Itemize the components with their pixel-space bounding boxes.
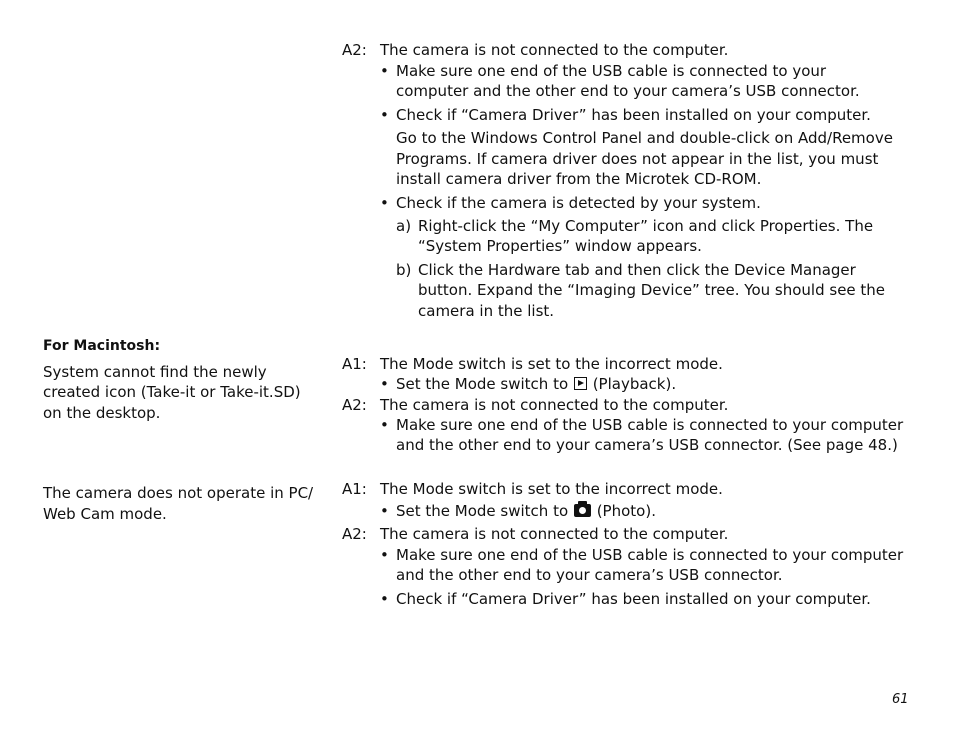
bullet-text-pre: Set the Mode switch to	[396, 502, 569, 520]
section-heading: For Macintosh:	[43, 338, 161, 354]
answer-text: The Mode switch is set to the incorrect mode.	[380, 480, 723, 498]
bullet-text: Check if the camera is detected by your system.	[396, 194, 761, 212]
answer-label: A2:	[342, 396, 367, 414]
camera-icon	[574, 504, 591, 517]
playback-icon	[574, 377, 587, 390]
bullet-text	[396, 374, 676, 394]
answer-label: A2:	[342, 41, 367, 59]
bullet: •	[380, 62, 389, 80]
step-text: camera in the list.	[418, 302, 555, 320]
bullet-text: computer and the other end to your camera’s USB connector.	[396, 82, 860, 100]
paragraph-text: install camera driver from the Microtek CD-ROM.	[396, 170, 762, 188]
question-text: on the desktop.	[43, 404, 161, 422]
answer-text: The camera is not connected to the computer.	[380, 525, 729, 543]
bullet-text: and the other end to your camera’s USB connector.	[396, 566, 783, 584]
question-text: The camera does not operate in PC/	[43, 484, 314, 502]
answer-text: The camera is not connected to the computer.	[380, 41, 729, 59]
step-text: button. Expand the “Imaging Device” tree. You should see the	[418, 281, 886, 299]
bullet: •	[380, 375, 389, 393]
step-label: b)	[396, 261, 412, 279]
question-text: System cannot find the newly	[43, 363, 267, 381]
bullet-text-post: (Playback).	[592, 375, 677, 393]
bullet-text: Make sure one end of the USB cable is connected to your	[396, 62, 827, 80]
bullet-text-post: (Photo).	[596, 502, 656, 520]
bullet: •	[380, 590, 389, 608]
bullet: •	[380, 106, 389, 124]
step-text: Click the Hardware tab and then click the Device Manager	[418, 261, 856, 279]
bullet-text: Check if “Camera Driver” has been installed on your computer.	[396, 106, 871, 124]
bullet: •	[380, 502, 389, 520]
bullet-text	[396, 501, 656, 521]
answer-text: The Mode switch is set to the incorrect mode.	[380, 355, 723, 373]
answer-label: A1:	[342, 355, 367, 373]
paragraph-text: Go to the Windows Control Panel and double-click on Add/Remove	[396, 129, 893, 147]
answer-text: The camera is not connected to the computer.	[380, 396, 729, 414]
answer-label: A2:	[342, 525, 367, 543]
bullet-text: Make sure one end of the USB cable is connected to your computer	[396, 416, 904, 434]
answer-label: A1:	[342, 480, 367, 498]
bullet-text: Make sure one end of the USB cable is connected to your computer	[396, 546, 904, 564]
step-text: “System Properties” window appears.	[418, 237, 702, 255]
page-number: 61	[892, 692, 909, 707]
bullet-text-pre: Set the Mode switch to	[396, 375, 569, 393]
bullet: •	[380, 546, 389, 564]
step-text: Right-click the “My Computer” icon and click Properties. The	[418, 217, 874, 235]
paragraph-text: Programs. If camera driver does not appear in the list, you must	[396, 150, 879, 168]
bullet-text: and the other end to your camera’s USB connector. (See page 48.)	[396, 436, 898, 454]
bullet-text: Check if “Camera Driver” has been installed on your computer.	[396, 590, 871, 608]
question-text: created icon (Take-it or Take-it.SD)	[43, 383, 301, 401]
question-text: Web Cam mode.	[43, 505, 167, 523]
bullet: •	[380, 194, 389, 212]
bullet: •	[380, 416, 389, 434]
step-label: a)	[396, 217, 412, 235]
